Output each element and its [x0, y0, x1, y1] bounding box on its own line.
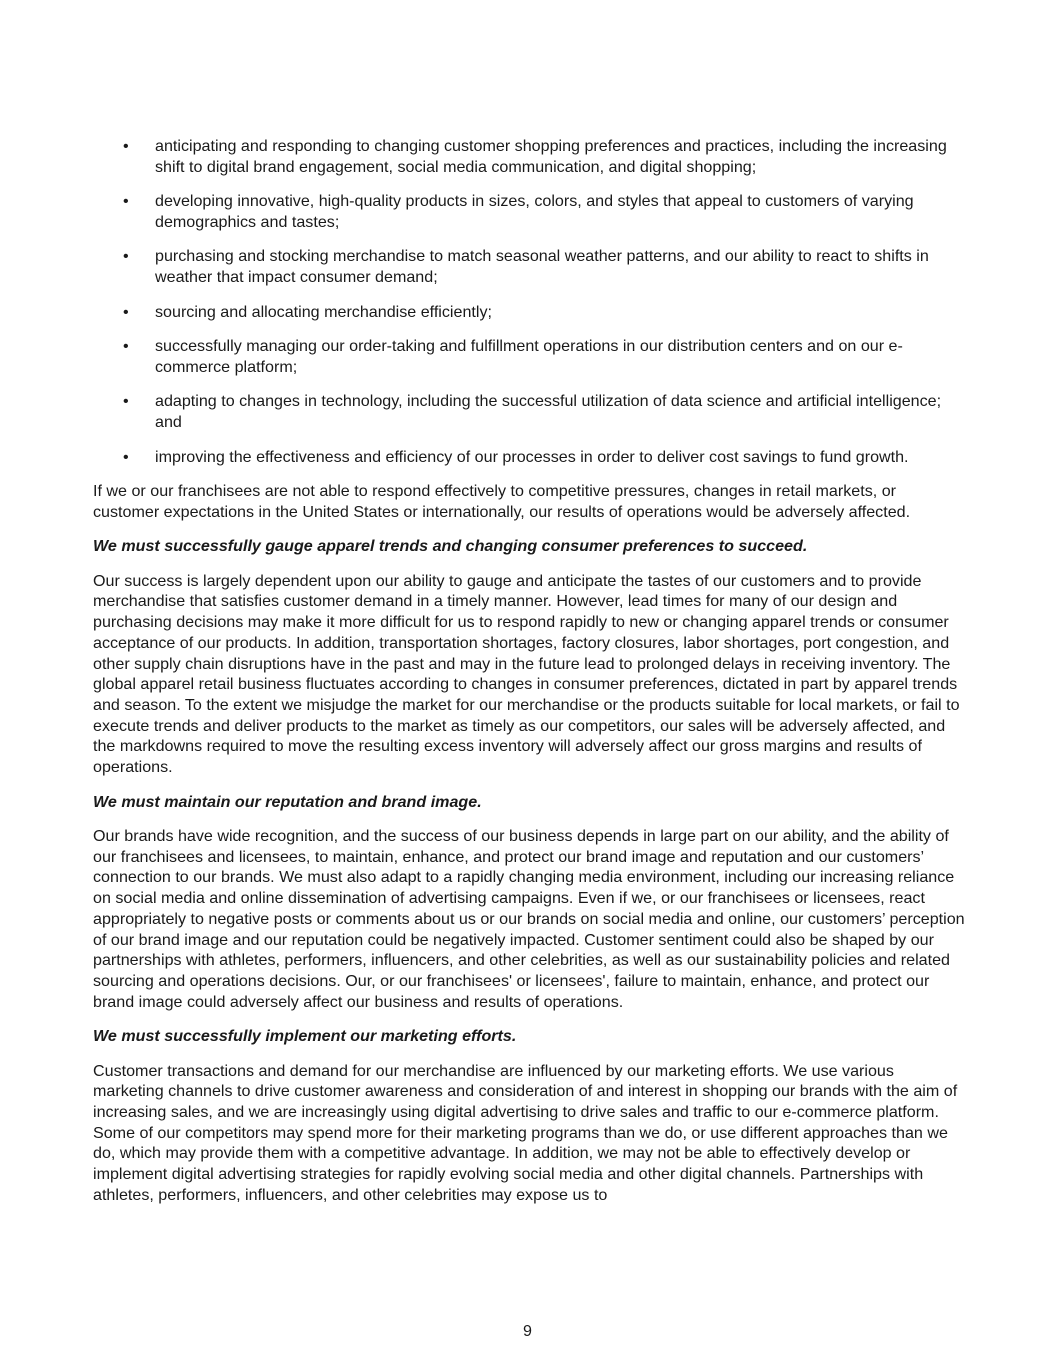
list-item-text: purchasing and stocking merchandise to match seasonal weather patterns, and our ability to react to shifts in weather that impact consumer demand; [155, 247, 929, 287]
list-item [93, 302, 965, 323]
section-heading-brand-image: We must maintain our reputation and brand image. [93, 792, 482, 811]
bullet-marker: • [123, 302, 129, 321]
section-heading-apparel-trends: We must successfully gauge apparel trends and changing consumer preferences to succeed. [93, 537, 808, 556]
bullet-marker: • [123, 392, 129, 411]
bullet-marker: • [123, 337, 129, 356]
section-heading-marketing: We must successfully implement our marketing efforts. [93, 1027, 517, 1046]
list-item [93, 246, 965, 287]
list-item-text: developing innovative, high-quality products in sizes, colors, and styles that appeal to customers of varying demographics and tastes; [155, 192, 914, 231]
bullet-marker: • [123, 192, 129, 211]
list-item [93, 136, 965, 177]
list-item [93, 336, 965, 377]
list-item-text: adapting to changes in technology, including the successful utilization of data science and artificial intelligence; and [155, 392, 942, 432]
section-body-brand-image: Our brands have wide recognition, and the success of our business depends in large part on our ability, and the ability of our franchisees and licensees, to maintain, enhance, and protect our brand image and reputation and our customers’ connection to our brands. We must also adapt to a rapidly changing media environment, including our increasing reliance on social media and online dissemination of advertising campaigns. Even if we, or our franchisees or licensees, react appropriately to negative posts or comments about us or our brands on social media and online, our customers’ perception of our brand image and our reputation could be negatively impacted. Customer sentiment could also be shaped by our partnerships with athletes, performers, influencers, and other celebrities, as well as our sustainability policies and related sourcing and operations decisions. Our, or our franchisees' or licensees', failure to maintain, enhance, and protect our brand image could adversely affect our business and results of operations. [93, 827, 965, 1011]
bullet-marker: • [123, 137, 129, 155]
bullet-marker: • [123, 447, 129, 466]
summary-paragraph: If we or our franchisees are not able to respond effectively to competitive pressures, changes in retail markets, or customer expectations in the United States or internationally, our results of operations would be adversely affected. [93, 482, 911, 521]
section-body-apparel-trends: Our success is largely dependent upon our ability to gauge and anticipate the tastes of our customers and to provide merchandise that satisfies customer demand in a timely manner. However, lead times for many of our design and purchasing decisions may make it more difficult for us to respond rapidly to new or changing apparel trends or consumer acceptance of our products. In addition, transportation shortages, factory closures, labor shortages, port congestion, and other supply chain disruptions have in the past and may in the future lead to prolonged delays in receiving inventory. The global apparel retail business fluctuates according to changes in consumer preferences, dictated in part by apparel trends and season. To the extent we misjudge the market for our merchandise or the products suitable for local markets, or fail to execute trends and deliver products to the market as timely as our competitors, our sales will be adversely affected, and the markdowns required to move the resulting excess inventory will adversely affect our gross margins and results of operations. [93, 571, 960, 777]
list-item-text: improving the effectiveness and efficiency of our processes in order to deliver cost savings to fund growth. [155, 447, 909, 466]
bullet-marker: • [123, 247, 129, 266]
page-number: 9 [523, 1322, 532, 1340]
list-item [93, 447, 965, 468]
section-body-marketing: Customer transactions and demand for our merchandise are influenced by our marketing efforts. We use various marketing channels to drive customer awareness and consideration of and interest in shopping our brands with the aim of increasing sales, and we are increasingly using digital advertising to drive sales and traffic to our e-commerce platform. Some of our competitors may spend more for their marketing programs than we do, or use different approaches than we do, which may provide them with a competitive advantage. In addition, we may not be able to effectively develop or implement digital advertising strategies for rapidly evolving social media and other digital channels. Partnerships with athletes, performers, influencers, and other celebrities may expose us to [93, 1061, 958, 1204]
list-item [93, 391, 965, 432]
bullet-list [93, 136, 965, 467]
list-item-text: successfully managing our order-taking and fulfillment operations in our distribution centers and on our e-commerce platform; [155, 337, 903, 376]
document-page [93, 136, 965, 1219]
list-item-text: sourcing and allocating merchandise efficiently; [155, 302, 492, 321]
list-item-text: anticipating and responding to changing customer shopping preferences and practices, including the increasing shift to digital brand engagement, social media communication, and digital shopping; [155, 137, 947, 176]
list-item [93, 191, 965, 232]
